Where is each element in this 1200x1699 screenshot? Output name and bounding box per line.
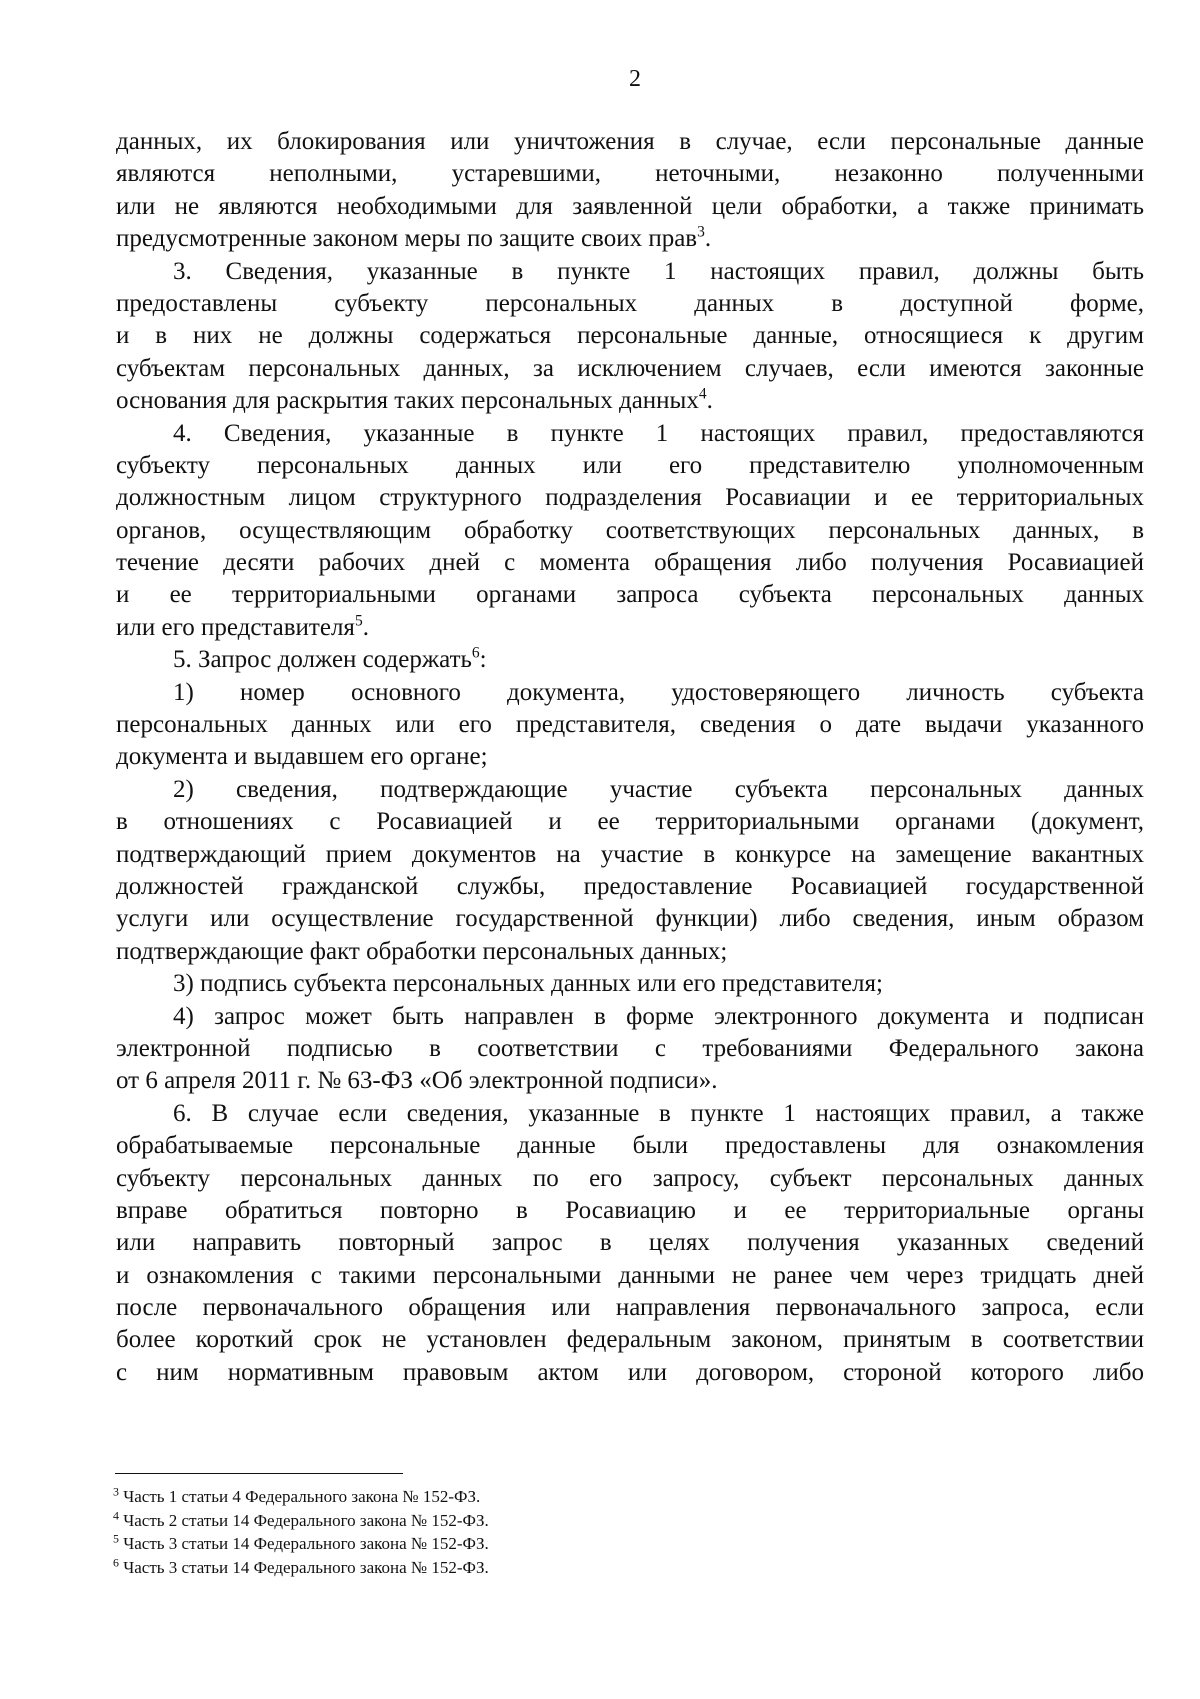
- text-line: [116, 1292, 1144, 1324]
- text-line: [116, 191, 1144, 223]
- line-text: подтверждающий прием документов на участие в конкурсе на замещение вакантных: [116, 840, 1144, 868]
- text-line: [116, 839, 1144, 871]
- line-text: субъектам персональных данных, за исключением случаев, если имеются законные: [116, 354, 1144, 382]
- text-line: [116, 1033, 1144, 1065]
- line-text: являются неполными, устаревшими, неточными, незаконно полученными: [116, 160, 1144, 188]
- text-line: [116, 1130, 1144, 1162]
- line-text: и ее территориальными органами запроса субъекта персональных данных: [116, 581, 1144, 609]
- text-line: [116, 741, 1144, 773]
- text-line: [116, 1163, 1144, 1195]
- line-text: или его представителя: [116, 613, 355, 641]
- line-text: в отношениях с Росавиацией и ее территориальными органами (документ,: [116, 808, 1144, 836]
- text-line: [116, 1001, 1144, 1033]
- line-punctuation: .: [704, 225, 712, 253]
- text-line: [116, 158, 1144, 190]
- line-text: предусмотренные законом меры по защите своих прав: [116, 225, 698, 253]
- text-line: [116, 644, 1144, 676]
- text-line: [116, 1324, 1144, 1356]
- line-text: предоставлены субъекту персональных данных в доступной форме,: [116, 289, 1144, 317]
- text-line: [116, 968, 1144, 1000]
- line-text: 5. Запрос должен содержать: [173, 646, 472, 674]
- footnote-number: 4: [113, 1507, 119, 1522]
- text-line: [116, 353, 1144, 385]
- footnote: [113, 1532, 713, 1556]
- text-line: [116, 482, 1144, 514]
- text-line: [116, 1227, 1144, 1259]
- text-line: [116, 418, 1144, 450]
- text-line: [116, 709, 1144, 741]
- text-line: [116, 547, 1144, 579]
- text-line: [116, 1357, 1144, 1389]
- line-text: основания для раскрытия таких персональных данных: [116, 387, 699, 415]
- footnotes: [113, 1485, 713, 1579]
- line-text: персональных данных или его представителя, сведения о дате выдачи указанного: [116, 711, 1144, 739]
- text-line: [116, 612, 1144, 644]
- text-line: [116, 806, 1144, 838]
- footnote-number: 6: [113, 1554, 119, 1569]
- line-text: 4) запрос может быть направлен в форме электронного документа и подписан: [173, 1002, 1144, 1030]
- line-text: 3) подпись субъекта персональных данных или его представителя;: [173, 970, 883, 998]
- footnote-number: 5: [113, 1531, 119, 1546]
- line-text: услуги или осуществление государственной функции) либо сведения, иным образом: [116, 905, 1144, 933]
- text-line: [116, 223, 1144, 255]
- line-text: и в них не должны содержаться персональные данные, относящиеся к другим: [116, 322, 1144, 350]
- line-text: органов, осуществляющим обработку соответствующих персональных данных, в: [116, 516, 1144, 544]
- text-line: [116, 903, 1144, 935]
- text-line: [116, 288, 1144, 320]
- line-text: должностей гражданской службы, предоставление Росавиацией государственной: [116, 872, 1144, 900]
- line-text: 1) номер основного документа, удостоверяющего личность субъекта: [173, 678, 1144, 706]
- text-line: [116, 450, 1144, 482]
- line-text: или не являются необходимыми для заявленной цели обработки, а также принимать: [116, 192, 1144, 220]
- text-line: [116, 1098, 1144, 1130]
- line-text: или направить повторный запрос в целях получения указанных сведений: [116, 1229, 1144, 1257]
- footnote-ref: 3: [697, 223, 705, 241]
- line-text: с ним нормативным правовым актом или договором, стороной которого либо: [116, 1358, 1144, 1386]
- text-line: [116, 677, 1144, 709]
- text-line: [116, 515, 1144, 547]
- text-line: [116, 1065, 1144, 1097]
- text-line: [116, 1195, 1144, 1227]
- body-text: [116, 126, 1144, 1389]
- line-text: документа и выдавшем его органе;: [116, 743, 488, 771]
- text-line: [116, 126, 1144, 158]
- line-text: и ознакомления с такими персональными данными не ранее чем через тридцать дней: [116, 1261, 1144, 1289]
- footnote-ref: 4: [698, 385, 707, 403]
- footnote: [113, 1556, 713, 1580]
- line-punctuation: :: [479, 646, 487, 674]
- line-text: подтверждающие факт обработки персональных данных;: [116, 937, 728, 965]
- line-text: 6. В случае если сведения, указанные в пункте 1 настоящих правил, а также: [173, 1099, 1144, 1127]
- line-text: 3. Сведения, указанные в пункте 1 настоящих правил, должны быть: [173, 257, 1144, 285]
- text-line: [116, 871, 1144, 903]
- text-line: [116, 579, 1144, 611]
- line-text: от 6 апреля 2011 г. № 63-ФЗ «Об электронной подписи».: [116, 1067, 718, 1095]
- page-number: 2: [629, 66, 641, 92]
- footnote: [113, 1509, 713, 1533]
- text-line: [116, 320, 1144, 352]
- footnote-number: 3: [113, 1484, 119, 1499]
- line-text: вправе обратиться повторно в Росавиацию и ее территориальные органы: [116, 1196, 1144, 1224]
- footnote-text: Часть 3 статьи 14 Федерального закона № 152-ФЗ.: [123, 1534, 489, 1553]
- line-text: после первоначального обращения или направления первоначального запроса, если: [116, 1294, 1144, 1322]
- line-text: электронной подписью в соответствии с требованиями Федерального закона: [116, 1034, 1144, 1062]
- line-text: 2) сведения, подтверждающие участие субъекта персональных данных: [173, 775, 1144, 803]
- footnote-text: Часть 3 статьи 14 Федерального закона № 152-ФЗ.: [123, 1557, 489, 1577]
- footnote-text: Часть 1 статьи 4 Федерального закона № 152-ФЗ.: [123, 1487, 481, 1506]
- text-line: [116, 256, 1144, 288]
- footnote-ref: 6: [471, 644, 480, 662]
- footnote-separator: [115, 1473, 403, 1474]
- line-punctuation: .: [362, 613, 369, 641]
- text-line: [116, 774, 1144, 806]
- line-text: субъекту персональных данных или его представителю уполномоченным: [116, 451, 1144, 479]
- line-punctuation: .: [706, 387, 713, 415]
- footnote: [113, 1485, 713, 1509]
- line-text: субъекту персональных данных по его запросу, субъект персональных данных: [116, 1164, 1144, 1192]
- line-text: течение десяти рабочих дней с момента обращения либо получения Росавиацией: [116, 549, 1144, 577]
- footnote-text: Часть 2 статьи 14 Федерального закона № 152-ФЗ.: [123, 1510, 489, 1530]
- line-text: 4. Сведения, указанные в пункте 1 настоящих правил, предоставляются: [173, 419, 1144, 447]
- text-line: [116, 385, 1144, 417]
- line-text: более короткий срок не установлен федеральным законом, принятым в соответствии: [116, 1326, 1144, 1354]
- line-text: обрабатываемые персональные данные были предоставлены для ознакомления: [116, 1132, 1144, 1160]
- footnote-ref: 5: [354, 612, 363, 630]
- line-text: данных, их блокирования или уничтожения в случае, если персональные данные: [116, 128, 1144, 155]
- line-text: должностным лицом структурного подразделения Росавиации и ее территориальных: [116, 484, 1144, 512]
- text-line: [116, 1260, 1144, 1292]
- text-line: [116, 936, 1144, 968]
